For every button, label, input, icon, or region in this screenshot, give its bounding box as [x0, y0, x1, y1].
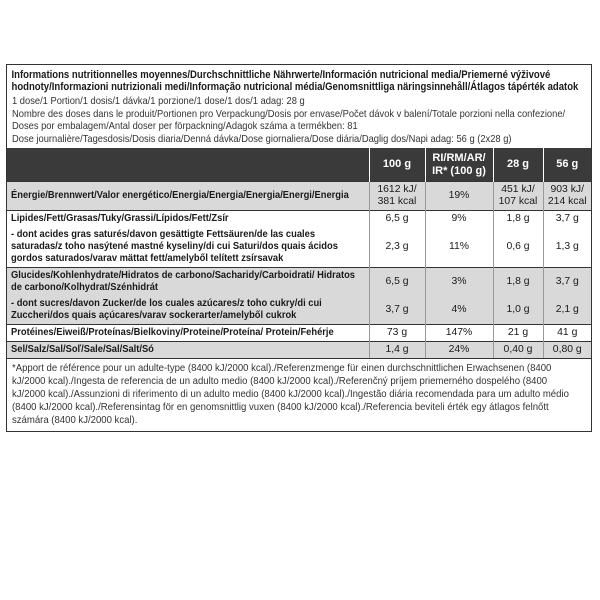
nutrient-row-salt: [7, 342, 591, 359]
value-per-100g: 2,3 g: [369, 227, 425, 268]
reference-intake-value: 9%: [425, 211, 493, 228]
reference-intake-value: 3%: [425, 268, 493, 297]
value-per-56g: 3,7 g: [543, 268, 591, 297]
header-nutrient: [7, 148, 369, 182]
nutrient-name: - dont sucres/davon Zucker/de los cuales azúcares/z toho cukry/di cui Zuccheri/dos quais açúcares/varav sockerarter/amelyből cukrok: [7, 296, 369, 325]
nutrient-row-fat: [7, 211, 591, 228]
nutrient-row-protein: [7, 325, 591, 342]
reference-intake-value: 19%: [425, 182, 493, 211]
value-per-100g: 1612 kJ/ 381 kcal: [369, 182, 425, 211]
value-per-56g: 1,3 g: [543, 227, 591, 268]
nutrient-name: Glucides/Kohlenhydrate/Hidratos de carbono/Sacharidy/Carboidrati/ Hidratos de carbono/Kolhydrat/Szénhidrát: [7, 268, 369, 297]
nutrient-row-sugars: [7, 296, 591, 325]
header-reference-intake: RI/RM/AR/ IR* (100 g): [425, 148, 493, 182]
label-title: Informations nutritionnelles moyennes/Durchschnittliche Nährwerte/Información nutricional media/Priemerné výživové hodnoty/Informazioni nutrizionali medi/Informação nutricional média/Genomsnittliga näringsinnehåll/Átlagos tápérték adatok: [11, 69, 579, 93]
reference-intake-value: 147%: [425, 325, 493, 342]
value-per-100g: 6,5 g: [369, 211, 425, 228]
daily-dose: Dose journalière/Tagesdosis/Dosis diaria/Denná dávka/Dose giornaliera/Dose diária/Daglig dos/Napi adag: 56 g (2x28 g): [12, 133, 512, 145]
value-per-28g: 1,0 g: [493, 296, 543, 325]
nutrient-row-saturates: [7, 227, 591, 268]
nutrient-row-energy: [7, 182, 591, 211]
nutrient-name: Protéines/Eiweiß/Proteínas/Bielkoviny/Proteine/Proteína/ Protein/Fehérje: [7, 325, 369, 342]
reference-intake-value: 24%: [425, 342, 493, 359]
value-per-100g: 73 g: [369, 325, 425, 342]
reference-intake-value: 4%: [425, 296, 493, 325]
nutrient-row-carbs: [7, 268, 591, 297]
footnote: *Apport de référence pour un adulte-type (8400 kJ/2000 kcal)./Referenzmenge für einen durchschnittlichen Erwachsenen (8400 kJ/2000 kcal)./Ingesta de referencia de un adulto medio (8400 kJ/2000 kcal)./Referenčný príjem priemerného dospelého (8400 kJ/2000 kcal)./Assunzioni di riferimento di un adulto medio (8400 kJ/2000 kcal)./Ingestão diária recomendada para um adulto médio (8400 kJ/2000 kcal)./Referensintag för en genomsnittlig vuxen (8400 kJ/2000 kcal)./Referencia beviteli érték egy átlagos felnőtt számára (8400 kJ/2000 kcal).: [7, 358, 591, 431]
value-per-56g: 2,1 g: [543, 296, 591, 325]
nutrient-name: Lipides/Fett/Grasas/Tuky/Grassi/Lípidos/Fett/Zsír: [7, 211, 369, 228]
value-per-100g: 1,4 g: [369, 342, 425, 359]
reference-intake-value: 11%: [425, 227, 493, 268]
value-per-100g: 3,7 g: [369, 296, 425, 325]
servings-per-pack-line2: Doses por embalagem/Antal doser per förpackning/Adagok száma a termékben: 81: [12, 121, 358, 132]
value-per-28g: 1,8 g: [493, 268, 543, 297]
servings-per-pack-line1: Nombre des doses dans le produit/Portionen pro Verpackung/Dosis por envase/Počet dávok v balení/Totale porzioni nella confezione/: [12, 108, 566, 120]
header-per-28g: 28 g: [493, 148, 543, 182]
value-per-28g: 0,40 g: [493, 342, 543, 359]
nutrient-name: Énergie/Brennwert/Valor energético/Energia/Energia/Energia/Energi/Energia: [7, 182, 369, 211]
nutrient-name: - dont acides gras saturés/davon gesättigte Fettsäuren/de las cuales saturadas/z toho nasýtené mastné kyseliny/di cui Saturi/dos quais ácidos gordos saturados/varav mättat fett/amelyből telített zsírsavak: [11, 229, 338, 264]
value-per-56g: 903 kJ/ 214 kcal: [543, 182, 591, 211]
value-per-28g: 1,8 g: [493, 211, 543, 228]
header-per-100g: 100 g: [369, 148, 425, 182]
value-per-56g: 3,7 g: [543, 211, 591, 228]
header-per-56g: 56 g: [543, 148, 591, 182]
value-per-28g: 21 g: [493, 325, 543, 342]
table-header-row: [7, 148, 591, 182]
serving-size: 1 dose/1 Portion/1 dosis/1 dávka/1 porzione/1 dose/1 dos/1 adag: 28 g: [12, 96, 305, 107]
serving-info: [7, 96, 591, 148]
nutrition-label: [6, 64, 592, 432]
value-per-56g: 0,80 g: [543, 342, 591, 359]
nutrition-table: [7, 148, 591, 358]
value-per-56g: 41 g: [543, 325, 591, 342]
value-per-28g: 0,6 g: [493, 227, 543, 268]
value-per-100g: 6,5 g: [369, 268, 425, 297]
value-per-28g: 451 kJ/ 107 kcal: [493, 182, 543, 211]
nutrient-name: Sel/Salz/Sal/Soľ/Sale/Sal/Salt/Só: [7, 342, 369, 359]
